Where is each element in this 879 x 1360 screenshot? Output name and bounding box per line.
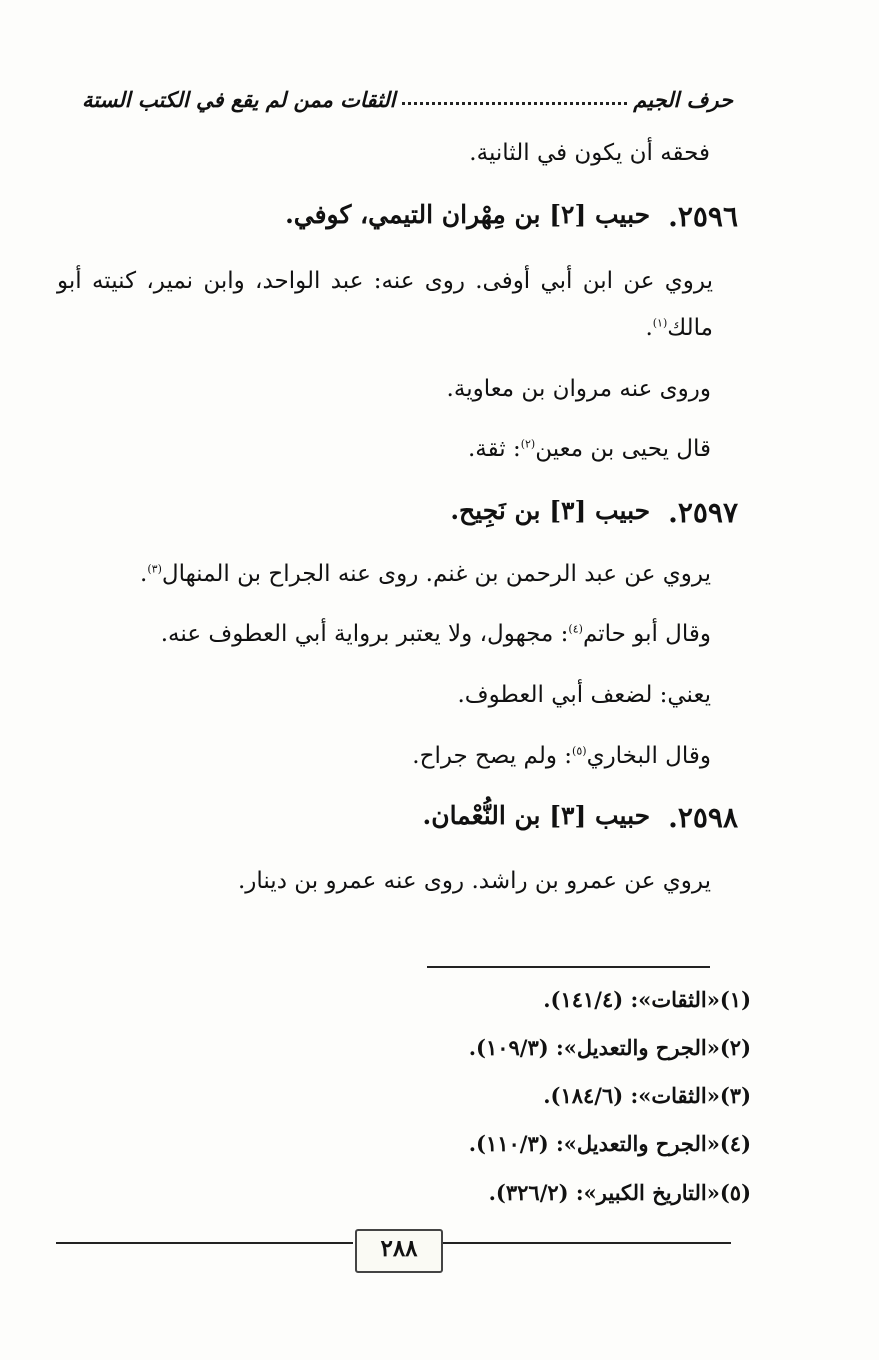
paragraph-2598-narrators: يروي عن عمرو بن راشد. روى عنه عمرو بن دينار. (237, 868, 711, 894)
continuation-line: فحقه أن يكون في الثانية. (469, 140, 710, 166)
footnote-separator (427, 966, 710, 968)
footnote-ref: (٢) (520, 437, 536, 451)
page-number: ٢٨٨ (355, 1229, 443, 1273)
paragraph-2596-ibn-maein (468, 436, 711, 462)
paragraph-text: يروي عن عبد الرحمن بن غنم. روى عنه الجراح بن المنهال (161, 561, 711, 587)
entry-title: حبيب [٢] بن مِهْران التيمي، كوفي. (285, 200, 651, 229)
paragraph-text: قال يحيى بن معين (535, 436, 711, 462)
entry-heading-2597 (450, 496, 738, 529)
footnote-ref: (١) (652, 316, 668, 330)
footnote-ref: (٤) (568, 622, 583, 636)
paragraph-text: وقال أبو حاتم (582, 621, 711, 647)
entry-heading-2596 (285, 200, 738, 233)
paragraph-2597-abu-hatim (161, 621, 711, 647)
entry-title: حبيب [٣] بن نَجِيح. (450, 496, 651, 525)
paragraph-2597-bukhari (412, 743, 711, 769)
paragraph-text: يروي عن ابن أبي أوفى. روى عنه: عبد الواحد، وابن نمير، كنيته أبو مالك (57, 268, 713, 341)
footnote-3: (٣)«الثقات»: (١٨٤/٦). (543, 1083, 751, 1108)
header-dot-leader (402, 102, 628, 105)
entry-title: حبيب [٣] بن النُّعْمان. (422, 801, 651, 830)
entry-heading-2598 (423, 801, 739, 834)
entry-number: ٢٥٩٧. (668, 496, 738, 529)
paragraph-text-end: : ثقة. (467, 436, 521, 462)
footnote-ref: (٥) (572, 744, 587, 758)
bottom-rule-right (441, 1242, 731, 1244)
entry-number: ٢٥٩٦. (668, 200, 738, 233)
entry-number: ٢٥٩٨. (668, 801, 738, 834)
paragraph-2597-narrators (140, 561, 711, 587)
paragraph-2597-explanation: يعني: لضعف أبي العطوف. (457, 682, 711, 708)
footnote-2: (٢)«الجرح والتعديل»: (١٠٩/٣). (468, 1035, 751, 1060)
paragraph-text-end: . (645, 315, 653, 341)
paragraph-2596-narrators (57, 258, 713, 352)
paragraph-text-end: : مجهول، ولا يعتبر برواية أبي العطوف عنه. (160, 621, 569, 647)
footnote-5: (٥)«التاريخ الكبير»: (٣٢٦/٢). (488, 1180, 751, 1205)
footnote-1: (١)«الثقات»: (١٤١/٤). (543, 987, 751, 1012)
footnote-ref: (٣) (147, 562, 162, 576)
footnote-4: (٤)«الجرح والتعديل»: (١١٠/٣). (468, 1131, 751, 1156)
bottom-rule-left (56, 1242, 353, 1244)
paragraph-text-end: : ولم يصح جراح. (412, 743, 573, 769)
paragraph-2596-marwan: وروى عنه مروان بن معاوية. (446, 376, 711, 402)
paragraph-text-end: . (140, 561, 148, 587)
paragraph-text: وقال البخاري (586, 743, 711, 769)
header-chapter: حرف الجيم (633, 87, 733, 112)
running-header (82, 82, 733, 112)
header-book-title: الثقات ممن لم يقع في الكتب الستة (82, 87, 396, 112)
